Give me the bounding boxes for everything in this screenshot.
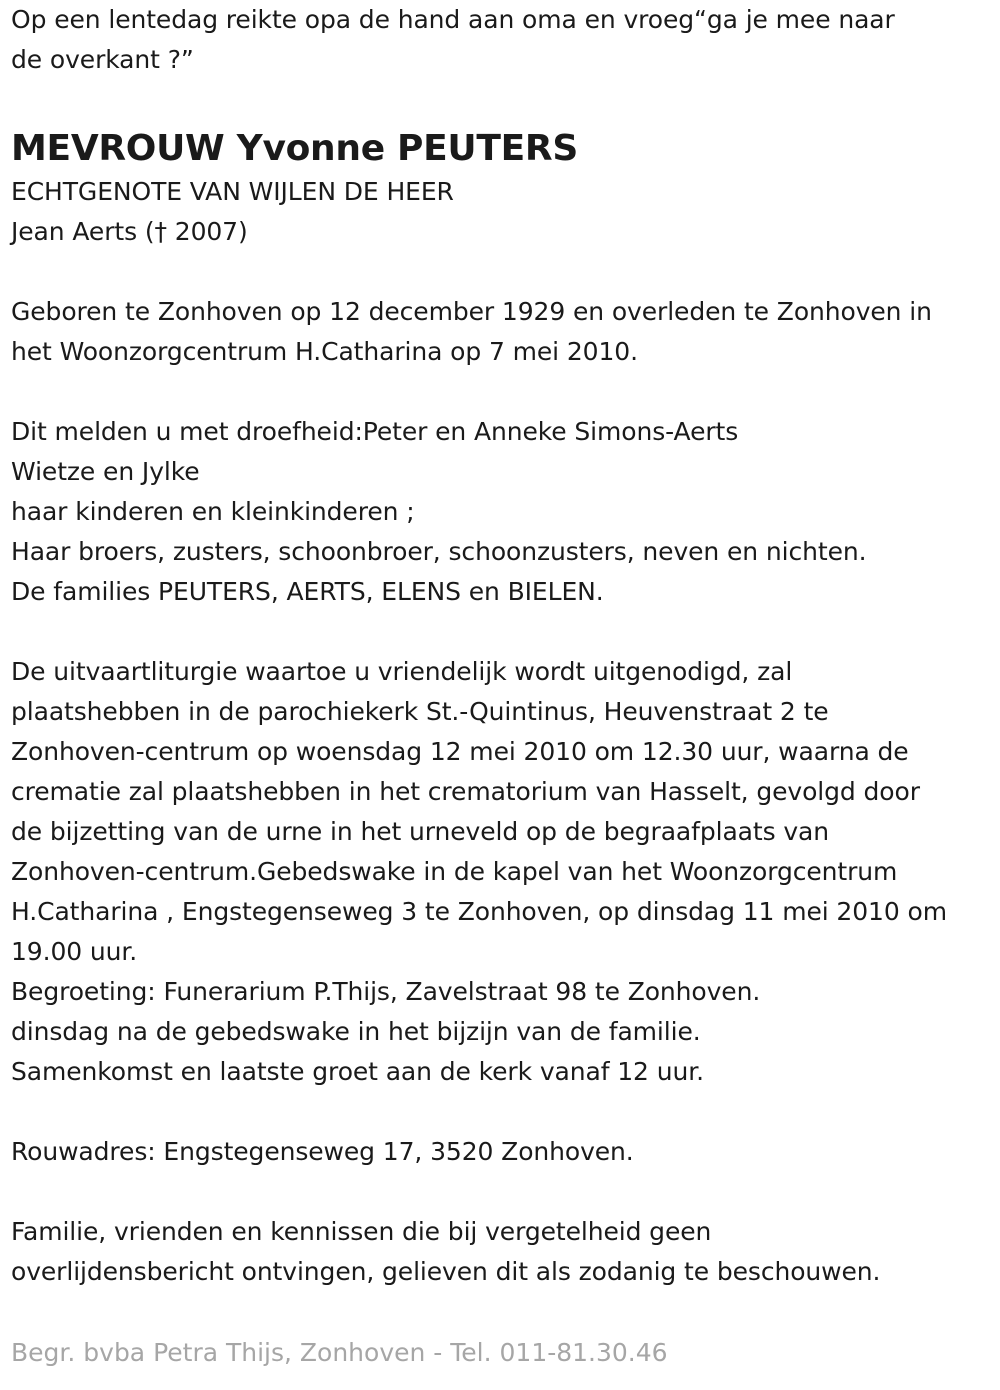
family-line: Wietze en Jylke bbox=[11, 457, 200, 486]
spouse-title: ECHTGENOTE VAN WIJLEN DE HEER bbox=[11, 177, 454, 206]
funeral-line: dinsdag na de gebedswake in het bijzijn van de familie. bbox=[11, 1017, 701, 1046]
funeral-line: Begroeting: Funerarium P.Thijs, Zavelstraat 98 te Zonhoven. bbox=[11, 977, 761, 1006]
funeral-line: crematie zal plaatshebben in het crematorium van Hasselt, gevolgd door bbox=[11, 777, 920, 806]
funeral-line: H.Catharina , Engstegenseweg 3 te Zonhoven, op dinsdag 11 mei 2010 om bbox=[11, 897, 947, 926]
funeral-line: de bijzetting van de urne in het urneveld op de begraafplaats van bbox=[11, 817, 830, 846]
family-line: De families PEUTERS, AERTS, ELENS en BIELEN. bbox=[11, 577, 604, 606]
intro-line: de overkant ?” bbox=[11, 45, 194, 74]
mourning-address: Rouwadres: Engstegenseweg 17, 3520 Zonhoven. bbox=[11, 1137, 634, 1166]
life-line: het Woonzorgcentrum H.Catharina op 7 mei 2010. bbox=[11, 337, 638, 366]
closing-line: overlijdensbericht ontvingen, gelieven dit als zodanig te beschouwen. bbox=[11, 1257, 881, 1286]
family-line: Haar broers, zusters, schoonbroer, schoonzusters, neven en nichten. bbox=[11, 537, 867, 566]
funeral-line: plaatshebben in de parochiekerk St.-Quintinus, Heuvenstraat 2 te bbox=[11, 697, 829, 726]
spouse-name: Jean Aerts († 2007) bbox=[11, 217, 248, 246]
funeral-line: 19.00 uur. bbox=[11, 937, 138, 966]
funeral-line: De uitvaartliturgie waartoe u vriendelijk wordt uitgenodigd, zal bbox=[11, 657, 793, 686]
funeral-line: Samenkomst en laatste groet aan de kerk vanaf 12 uur. bbox=[11, 1057, 704, 1086]
death-notice bbox=[11, 0, 996, 1292]
funeral-line: Zonhoven-centrum op woensdag 12 mei 2010 om 12.30 uur, waarna de bbox=[11, 737, 909, 766]
intro-line: Op een lentedag reikte opa de hand aan oma en vroeg“ga je mee naar bbox=[11, 5, 895, 34]
family-line: haar kinderen en kleinkinderen ; bbox=[11, 497, 415, 526]
funeral-home-footer: Begr. bvba Petra Thijs, Zonhoven - Tel. 011-81.30.46 bbox=[11, 1338, 668, 1367]
family-line: Dit melden u met droefheid:Peter en Anneke Simons-Aerts bbox=[11, 417, 739, 446]
closing-line: Familie, vrienden en kennissen die bij vergetelheid geen bbox=[11, 1217, 712, 1246]
life-line: Geboren te Zonhoven op 12 december 1929 en overleden te Zonhoven in bbox=[11, 297, 932, 326]
deceased-name: MEVROUW Yvonne PEUTERS bbox=[11, 128, 578, 169]
funeral-line: Zonhoven-centrum.Gebedswake in de kapel van het Woonzorgcentrum bbox=[11, 857, 898, 886]
